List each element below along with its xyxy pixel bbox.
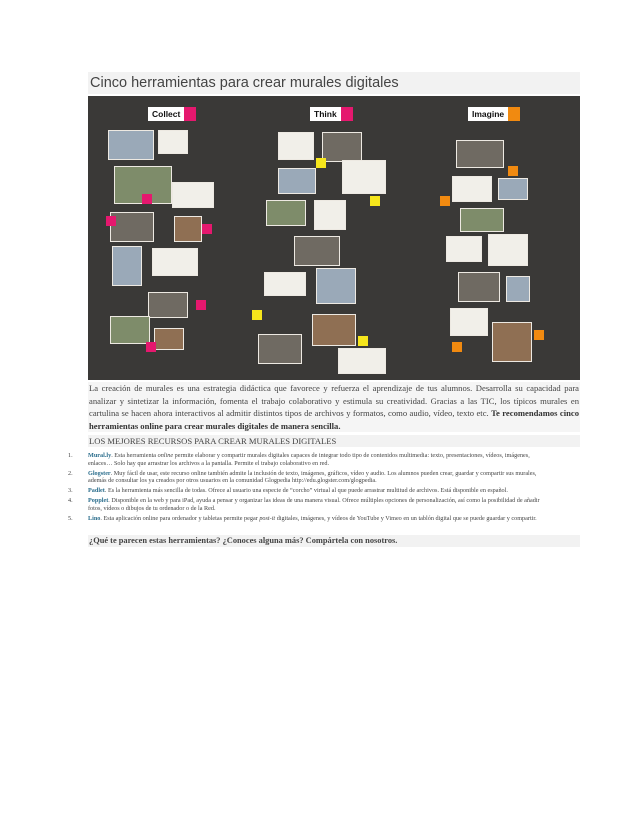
list-item: 5. Lino. Esta aplicación online para ordenador y tabletas permite pegar post-it digitales, imágenes, y vídeos de YouTube y Vimeo en un tablón digital que se puede guardar y compartir. xyxy=(68,514,537,522)
mural-photo xyxy=(456,140,504,168)
mural-photo xyxy=(278,132,314,160)
page-title: Cinco herramientas para crear murales digitales xyxy=(88,72,580,94)
mural-photo xyxy=(452,176,492,202)
collect-label: Collect xyxy=(148,107,184,121)
mural-photo xyxy=(460,208,504,232)
article xyxy=(88,72,580,447)
section-heading: LOS MEJORES RECURSOS PARA CREAR MURALES DIGITALES xyxy=(88,435,580,447)
mural-photo xyxy=(338,348,386,374)
sticky-note xyxy=(358,336,368,346)
sticky-note xyxy=(534,330,544,340)
sticky-note xyxy=(146,342,156,352)
mural-photo xyxy=(498,178,528,200)
mural-photo xyxy=(314,200,346,230)
think-label: Think xyxy=(310,107,341,121)
mural-photo xyxy=(148,292,188,318)
murally-link[interactable]: Mural.ly xyxy=(88,452,112,459)
sticky-note xyxy=(202,224,212,234)
closing-question: ¿Qué te parecen estas herramientas? ¿Conoces alguna más? Compártela con nosotros. xyxy=(88,535,580,547)
imagine-label: Imagine xyxy=(468,107,508,121)
mural-photo xyxy=(492,322,532,362)
mural-photo xyxy=(154,328,184,350)
sticky-note xyxy=(508,166,518,176)
intro-paragraph: La creación de murales es una estrategia didáctica que favorece y refuerza el aprendizaje de tus alumnos. Desarrolla su capacidad para analizar y sintetizar la información, fomenta el trabajo colaborativo y estimula su creatividad. Gracias a las TIC, los típicos murales en cartulina se hacen ahora interactivos al admitir distintos tipos de archivos y formatos, como audio, vídeo, texto etc. Te recomendamos cinco herramientas online para crear murales digitales de manera sencilla. xyxy=(89,383,580,431)
mural-photo xyxy=(316,268,356,304)
mural-photo xyxy=(108,130,154,160)
mural-photo xyxy=(506,276,530,302)
mural-photo xyxy=(322,132,362,162)
mural-photo xyxy=(278,168,316,194)
sticky-note xyxy=(370,196,380,206)
list-item: 3. Padlet. Es la herramienta más sencilla de todas. Ofrece al usuario una especie de “corcho” virtual al que puede arrastrar multitud de archivos. Está disponible en español. xyxy=(68,487,508,495)
list-item: 4. Popplet. Disponible en la web y para iPad, ayuda a pensar y organizar las ideas de una manera visual. Ofrece múltiples opciones de personalización, así como la posibilidad de añadir fotos, vídeos o dibujos de tu ordenador o de la Red. xyxy=(68,496,540,512)
list-item: 1. Mural.ly. Esta herramienta online permite elaborar y compartir murales digitales capaces de integrar todo tipo de contenidos multimedia: texto, presentaciones, vídeos, imágenes, enlaces… Solo hay que arrastrar los archivos a la pantalla. Permite el trabajo colaborativo en red. xyxy=(68,452,530,467)
lino-link[interactable]: Lino xyxy=(88,514,101,522)
sticky-note xyxy=(440,196,450,206)
sticky-note xyxy=(252,310,262,320)
sticky-note xyxy=(196,300,206,310)
mural-photo xyxy=(458,272,500,302)
mural-photo xyxy=(450,308,488,336)
list-item: 2. Glogster. Muy fácil de usar, este recurso online también admite la inclusión de texto, imágenes, gráficos, vídeo y audio. Los alumnos pueden crear, guardar y compartir sus murales, además de consultar los ya creados por otros usuarios en la comunidad Glogpedia http://edu.glogster.com/glogpedia. xyxy=(68,469,537,485)
mural-photo xyxy=(258,334,302,364)
mural-photo xyxy=(152,248,198,276)
mural-photo xyxy=(174,216,202,242)
sticky-note xyxy=(316,158,326,168)
mural-photo xyxy=(110,212,154,242)
mural-image xyxy=(88,96,580,380)
mural-photo xyxy=(446,236,482,262)
mural-photo xyxy=(110,316,150,344)
glogster-link[interactable]: Glogster xyxy=(88,469,111,477)
mural-photo xyxy=(112,246,142,286)
padlet-link[interactable]: Padlet xyxy=(88,487,105,495)
sticky-note xyxy=(142,194,152,204)
mural-photo xyxy=(488,234,528,266)
resource-list xyxy=(56,452,546,524)
sticky-note xyxy=(106,216,116,226)
sticky-note xyxy=(452,342,462,352)
mural-photo xyxy=(312,314,356,346)
mural-photo xyxy=(158,130,188,154)
mural-photo xyxy=(264,272,306,296)
mural-photo xyxy=(266,200,306,226)
mural-photo xyxy=(294,236,340,266)
popplet-link[interactable]: Popplet xyxy=(88,496,109,504)
mural-photo xyxy=(172,182,214,208)
mural-photo xyxy=(342,160,386,194)
